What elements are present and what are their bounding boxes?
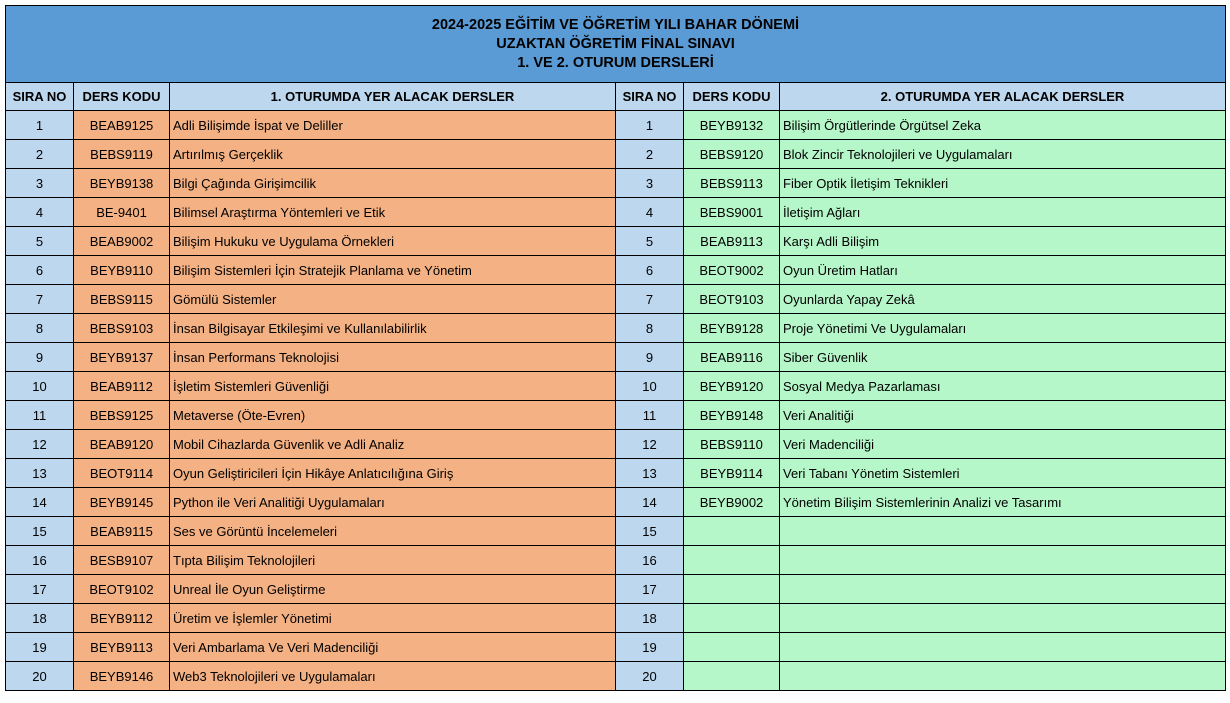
session2-ders-kodu: BEOT9002 [684,256,780,285]
session1-course-name: Üretim ve İşlemler Yönetimi [170,604,616,633]
session1-sira-no: 13 [6,459,74,488]
session2-ders-kodu: BEBS9120 [684,140,780,169]
session2-course-name: Proje Yönetimi Ve Uygulamaları [780,314,1226,343]
session2-ders-kodu: BEYB9148 [684,401,780,430]
session1-ders-kodu: BEAB9120 [74,430,170,459]
table-row [6,285,1226,314]
session1-ders-kodu: BE-9401 [74,198,170,227]
header-sira-no-2: SIRA NO [616,83,684,111]
session2-ders-kodu: BEOT9103 [684,285,780,314]
table-row [6,314,1226,343]
session1-course-name: Ses ve Görüntü İncelemeleri [170,517,616,546]
title-line-3: 1. VE 2. OTURUM DERSLERİ [517,54,714,71]
session1-sira-no: 2 [6,140,74,169]
session2-course-name: Siber Güvenlik [780,343,1226,372]
session1-sira-no: 17 [6,575,74,604]
session2-ders-kodu: BEYB9002 [684,488,780,517]
session1-sira-no: 14 [6,488,74,517]
session2-sira-no: 3 [616,169,684,198]
header-session-1: 1. OTURUMDA YER ALACAK DERSLER [170,83,616,111]
session1-ders-kodu: BEYB9146 [74,662,170,691]
session2-sira-no: 6 [616,256,684,285]
session2-course-name [780,662,1226,691]
session1-ders-kodu: BEOT9114 [74,459,170,488]
session2-sira-no: 9 [616,343,684,372]
title-row [6,6,1226,83]
session1-sira-no: 5 [6,227,74,256]
table-row [6,662,1226,691]
session1-ders-kodu: BEYB9138 [74,169,170,198]
table-row [6,256,1226,285]
session2-sira-no: 18 [616,604,684,633]
table-row [6,372,1226,401]
session1-ders-kodu: BEYB9110 [74,256,170,285]
session1-ders-kodu: BEAB9115 [74,517,170,546]
session2-sira-no: 5 [616,227,684,256]
session1-course-name: Artırılmış Gerçeklik [170,140,616,169]
session2-ders-kodu: BEBS9113 [684,169,780,198]
session1-course-name: İşletim Sistemleri Güvenliği [170,372,616,401]
header-row [6,83,1226,111]
header-ders-kodu-1: DERS KODU [74,83,170,111]
session1-course-name: Web3 Teknolojileri ve Uygulamaları [170,662,616,691]
session1-ders-kodu: BEOT9102 [74,575,170,604]
session1-course-name: Tıpta Bilişim Teknolojileri [170,546,616,575]
session1-course-name: Bilişim Sistemleri İçin Stratejik Planlama ve Yönetim [170,256,616,285]
session1-course-name: Veri Ambarlama Ve Veri Madenciliği [170,633,616,662]
table-row [6,198,1226,227]
table-row [6,227,1226,256]
session2-ders-kodu: BEYB9114 [684,459,780,488]
session1-ders-kodu: BEYB9112 [74,604,170,633]
session1-ders-kodu: BEBS9115 [74,285,170,314]
session2-sira-no: 16 [616,546,684,575]
session1-course-name: Adli Bilişimde İspat ve Deliller [170,111,616,140]
session2-course-name: Veri Analitiği [780,401,1226,430]
session1-course-name: İnsan Performans Teknolojisi [170,343,616,372]
session1-sira-no: 8 [6,314,74,343]
session1-course-name: Python ile Veri Analitiği Uygulamaları [170,488,616,517]
session1-sira-no: 19 [6,633,74,662]
session2-sira-no: 13 [616,459,684,488]
session2-sira-no: 1 [616,111,684,140]
title-line-1: 2024-2025 EĞİTİM VE ÖĞRETİM YILI BAHAR DÖNEMİ [431,16,800,33]
session2-course-name [780,546,1226,575]
exam-schedule-table [5,5,1226,691]
session2-course-name: Blok Zincir Teknolojileri ve Uygulamaları [780,140,1226,169]
title-cell [6,6,1226,83]
table-row [6,459,1226,488]
session2-ders-kodu [684,662,780,691]
session2-ders-kodu: BEBS9001 [684,198,780,227]
session2-course-name: Yönetim Bilişim Sistemlerinin Analizi ve Tasarımı [780,488,1226,517]
session2-course-name: Oyun Üretim Hatları [780,256,1226,285]
session2-course-name [780,633,1226,662]
session2-ders-kodu: BEYB9128 [684,314,780,343]
session1-ders-kodu: BEYB9145 [74,488,170,517]
session2-sira-no: 11 [616,401,684,430]
session2-course-name: Sosyal Medya Pazarlaması [780,372,1226,401]
session2-course-name: Veri Tabanı Yönetim Sistemleri [780,459,1226,488]
table-row [6,575,1226,604]
session2-course-name: Bilişim Örgütlerinde Örgütsel Zeka [780,111,1226,140]
session1-course-name: Oyun Geliştiricileri İçin Hikâye Anlatıcılığına Giriş [170,459,616,488]
session2-ders-kodu: BEYB9120 [684,372,780,401]
session2-course-name [780,575,1226,604]
table-row [6,343,1226,372]
table-row [6,111,1226,140]
session1-sira-no: 4 [6,198,74,227]
table-row [6,140,1226,169]
session2-ders-kodu [684,517,780,546]
table-row [6,604,1226,633]
session2-sira-no: 12 [616,430,684,459]
session1-ders-kodu: BEBS9119 [74,140,170,169]
session2-sira-no: 2 [616,140,684,169]
session2-sira-no: 19 [616,633,684,662]
session1-ders-kodu: BEAB9002 [74,227,170,256]
session1-ders-kodu: BEYB9137 [74,343,170,372]
session2-ders-kodu [684,575,780,604]
session1-course-name: Bilgi Çağında Girişimcilik [170,169,616,198]
table-row [6,546,1226,575]
session2-course-name: Fiber Optik İletişim Teknikleri [780,169,1226,198]
session2-ders-kodu [684,546,780,575]
session1-ders-kodu: BEBS9125 [74,401,170,430]
session1-course-name: Mobil Cihazlarda Güvenlik ve Adli Analiz [170,430,616,459]
session1-course-name: Bilişim Hukuku ve Uygulama Örnekleri [170,227,616,256]
table-row [6,488,1226,517]
session1-course-name: Gömülü Sistemler [170,285,616,314]
title-line-2: UZAKTAN ÖĞRETİM FİNAL SINAVI [496,35,735,52]
session1-ders-kodu: BESB9107 [74,546,170,575]
session1-ders-kodu: BEBS9103 [74,314,170,343]
session2-sira-no: 7 [616,285,684,314]
table-row [6,401,1226,430]
session1-sira-no: 15 [6,517,74,546]
session1-sira-no: 9 [6,343,74,372]
session2-ders-kodu [684,604,780,633]
session1-sira-no: 7 [6,285,74,314]
session2-course-name: İletişim Ağları [780,198,1226,227]
header-ders-kodu-2: DERS KODU [684,83,780,111]
session1-sira-no: 1 [6,111,74,140]
session2-course-name [780,604,1226,633]
session2-sira-no: 4 [616,198,684,227]
session1-course-name: Bilimsel Araştırma Yöntemleri ve Etik [170,198,616,227]
session1-sira-no: 10 [6,372,74,401]
session2-ders-kodu: BEAB9113 [684,227,780,256]
session1-ders-kodu: BEAB9125 [74,111,170,140]
session2-course-name: Veri Madenciliği [780,430,1226,459]
session2-ders-kodu [684,633,780,662]
session2-sira-no: 10 [616,372,684,401]
session1-course-name: İnsan Bilgisayar Etkileşimi ve Kullanılabilirlik [170,314,616,343]
session2-sira-no: 17 [616,575,684,604]
session1-sira-no: 6 [6,256,74,285]
table-row [6,633,1226,662]
session1-course-name: Metaverse (Öte-Evren) [170,401,616,430]
session2-ders-kodu: BEYB9132 [684,111,780,140]
table-row [6,430,1226,459]
session2-sira-no: 20 [616,662,684,691]
table-row [6,169,1226,198]
session2-course-name [780,517,1226,546]
session1-sira-no: 11 [6,401,74,430]
header-sira-no-1: SIRA NO [6,83,74,111]
session2-sira-no: 15 [616,517,684,546]
session2-course-name: Oyunlarda Yapay Zekâ [780,285,1226,314]
session1-ders-kodu: BEAB9112 [74,372,170,401]
exam-schedule-sheet [5,5,1226,691]
session1-course-name: Unreal İle Oyun Geliştirme [170,575,616,604]
header-session-2: 2. OTURUMDA YER ALACAK DERSLER [780,83,1226,111]
session2-ders-kodu: BEAB9116 [684,343,780,372]
session1-ders-kodu: BEYB9113 [74,633,170,662]
session2-course-name: Karşı Adli Bilişim [780,227,1226,256]
session2-sira-no: 14 [616,488,684,517]
session1-sira-no: 16 [6,546,74,575]
session1-sira-no: 20 [6,662,74,691]
session1-sira-no: 3 [6,169,74,198]
table-row [6,517,1226,546]
session2-sira-no: 8 [616,314,684,343]
session2-ders-kodu: BEBS9110 [684,430,780,459]
session1-sira-no: 12 [6,430,74,459]
session1-sira-no: 18 [6,604,74,633]
